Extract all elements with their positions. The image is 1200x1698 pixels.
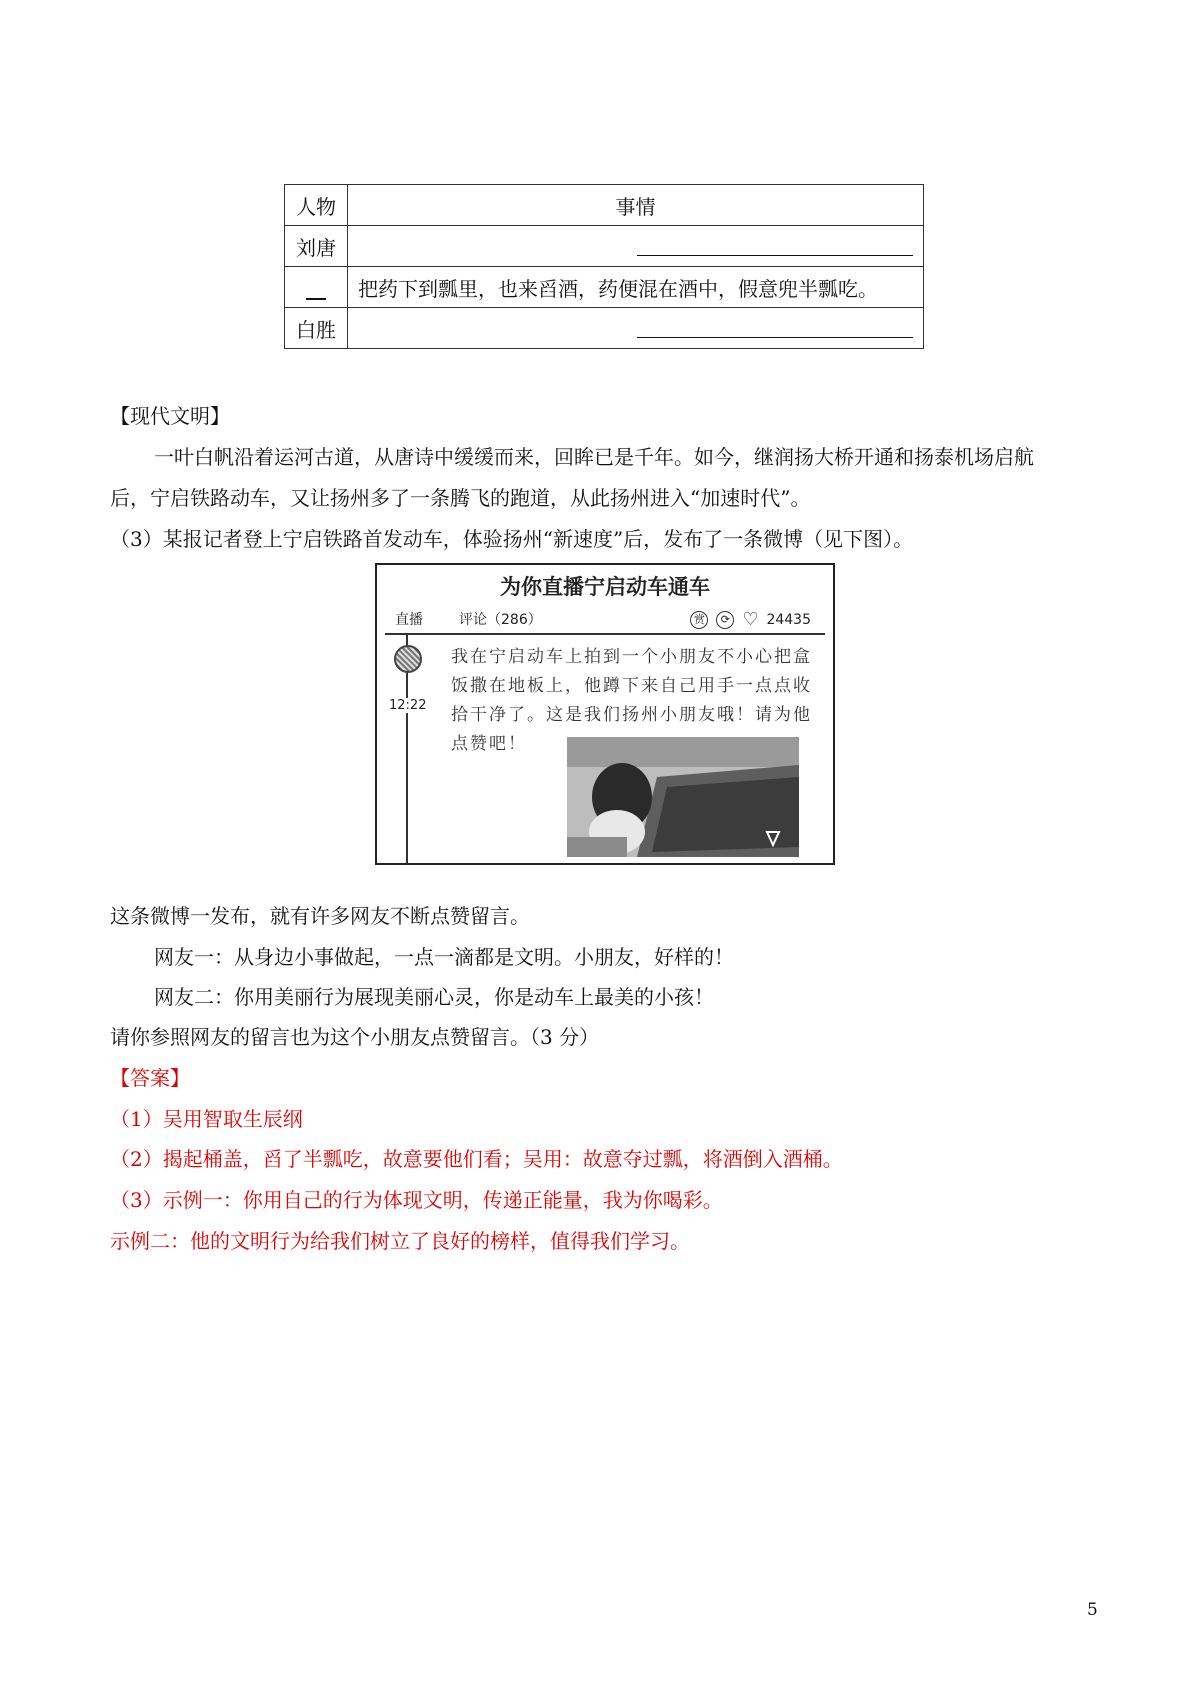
netizen-2-comment: 网友二：你用美丽行为展现美丽心灵，你是动车上最美的小孩！ [154, 985, 714, 1009]
answer-blank [637, 337, 913, 338]
question-3: （3）某报记者登上宁启铁路首发动车，体验扬州“新速度”后，发布了一条微博（见下图）。 [110, 527, 914, 551]
heart-icon: ♡ [742, 609, 759, 630]
page-number: 5 [1087, 1600, 1098, 1620]
weibo-text-line: 我在宁启动车上拍到一个小朋友不小心把盒 [451, 647, 812, 667]
prompt-text: 请你参照网友的留言也为这个小朋友点赞留言。（3 分） [110, 1025, 600, 1049]
photo-child-cleaning [567, 737, 799, 857]
row-event-blank [348, 226, 924, 267]
row-event: 把药下到瓢里，也来舀酒，药便混在酒中，假意兜半瓢吃。 [348, 267, 924, 308]
row-person: 刘唐 [285, 226, 348, 267]
answer-heading: 【答案】 [110, 1066, 190, 1090]
header-event: 事情 [348, 185, 924, 226]
like-count: 24435 [766, 611, 811, 628]
post-time: 12:22 [389, 698, 427, 713]
repost-icon: ⟳ [716, 611, 734, 629]
character-events-table [284, 184, 924, 349]
answer-3: （3）示例一：你用自己的行为体现文明，传递正能量，我为你喝彩。 [110, 1188, 723, 1212]
divider [385, 633, 825, 635]
intro-paragraph-line2: 后，宁启铁路动车，又让扬州多了一条腾飞的跑道，从此扬州进入“加速时代”。 [110, 486, 811, 510]
header-person: 人物 [285, 185, 348, 226]
section-heading: 【现代文明】 [110, 404, 230, 428]
reward-icon: 赏 [690, 611, 708, 629]
answer-3-example-2: 示例二：他的文明行为给我们树立了良好的榜样，值得我们学习。 [110, 1229, 690, 1253]
photo-illustration [567, 737, 799, 857]
table-row [285, 267, 924, 308]
weibo-text-line: 点赞吧！ [451, 734, 527, 754]
table-header-row [285, 185, 924, 226]
weibo-post-image [375, 563, 835, 865]
tab-comments: 评论（286） [459, 612, 542, 628]
weibo-text-line: 拾干净了。这是我们扬州小朋友哦！请为他 [451, 705, 812, 725]
answer-2: （2）揭起桶盖，舀了半瓢吃，故意要他们看；吴用：故意夺过瓢，将酒倒入酒桶。 [110, 1147, 843, 1171]
row-person-blank [285, 267, 348, 308]
after-weibo-text: 这条微博一发布，就有许多网友不断点赞留言。 [110, 904, 530, 928]
row-person: 白胜 [285, 308, 348, 349]
avatar [394, 645, 422, 673]
answer-blank [306, 298, 326, 300]
intro-paragraph-line1: 一叶白帆沿着运河古道，从唐诗中缓缓而来，回眸已是千年。如今，继润扬大桥开通和扬泰机场启航 [154, 445, 1034, 469]
netizen-1-comment: 网友一：从身边小事做起，一点一滴都是文明。小朋友，好样的！ [154, 945, 734, 969]
table-row [285, 226, 924, 267]
tab-live: 直播 [395, 612, 423, 628]
answer-1: （1）吴用智取生辰纲 [110, 1107, 303, 1131]
weibo-tabs [389, 605, 821, 633]
table-row [285, 308, 924, 349]
weibo-action-icons [690, 609, 811, 630]
weibo-title: 为你直播宁启动车通车 [500, 575, 710, 599]
weibo-text-line: 饭撒在地板上，他蹲下来自己用手一点点收 [451, 676, 812, 696]
row-event-blank [348, 308, 924, 349]
answer-blank [637, 255, 913, 256]
